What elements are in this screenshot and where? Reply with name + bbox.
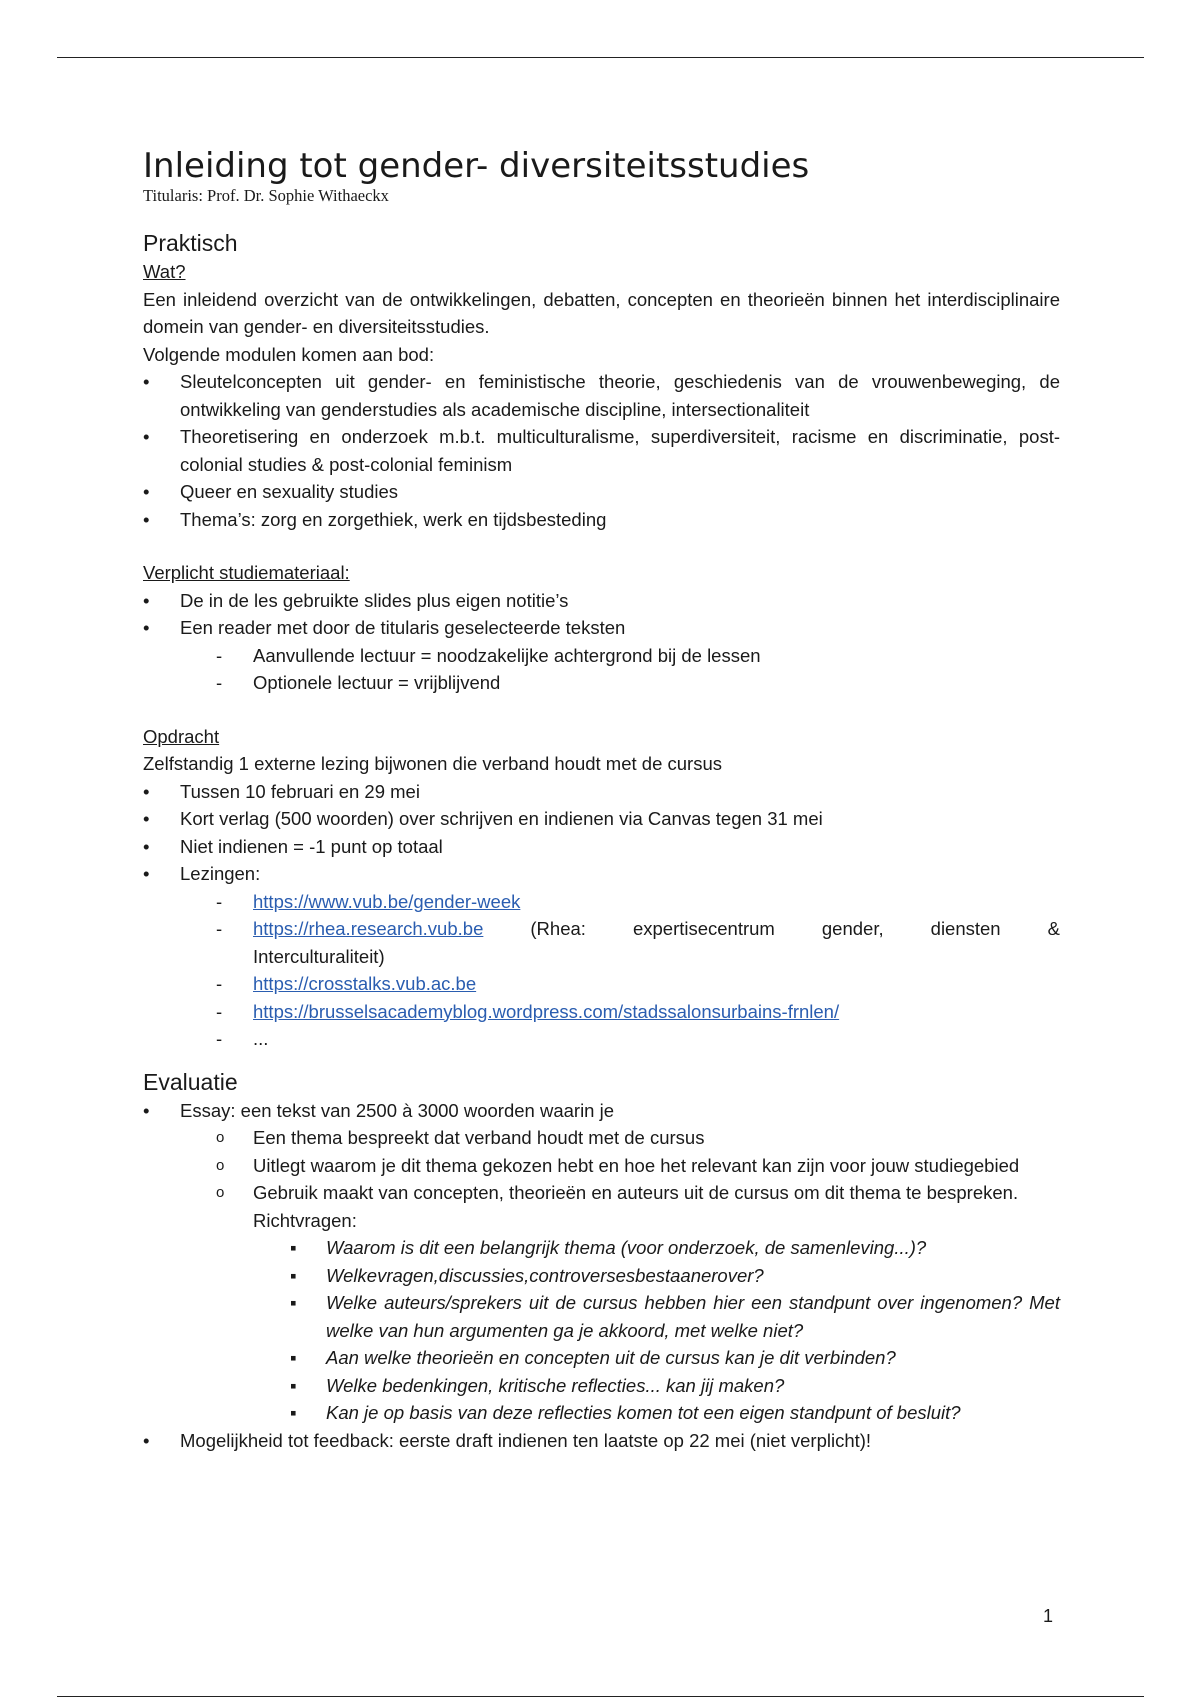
list-item: • Niet indienen = -1 punt op totaal	[143, 833, 1060, 861]
list-item: • Een reader met door de titularis geselecteerde teksten	[143, 614, 1060, 642]
link-brussels-academy[interactable]: https://brusselsacademyblog.wordpress.com/stadssalonsurbains-frnlen/	[253, 1000, 840, 1022]
titular-line: Titularis: Prof. Dr. Sophie Withaeckx	[143, 186, 389, 205]
rhea-line	[253, 915, 1060, 943]
list-item: ▪ Welke bedenkingen, kritische reflecties... kan jij maken?	[290, 1372, 1060, 1400]
list-item: • Queer en sexuality studies	[143, 478, 1060, 506]
list-item: • Tussen 10 februari en 29 mei	[143, 778, 1060, 806]
list-item: • Mogelijkheid tot feedback: eerste draft indienen ten laatste op 22 mei (niet verplicht)!	[143, 1427, 1060, 1455]
link-item	[216, 915, 1060, 970]
modules-list	[143, 368, 1060, 533]
link-item	[216, 998, 1060, 1026]
list-item	[143, 1097, 1060, 1125]
modules-intro: Volgende modulen komen aan bod:	[143, 343, 435, 365]
link-item: - ...	[216, 1025, 1060, 1053]
richtvragen-label: Richtvragen:	[253, 1209, 357, 1231]
feedback-list	[143, 1427, 1060, 1455]
list-item: • Lezingen:	[143, 860, 1060, 888]
section-heading-evaluatie: Evaluatie	[143, 1068, 238, 1095]
list-item: ▪ Kan je op basis van deze reflecties komen tot een eigen standpunt of besluit?	[290, 1399, 1060, 1427]
list-item: • Kort verlag (500 woorden) over schrijven en indienen via Canvas tegen 31 mei	[143, 805, 1060, 833]
section-heading-praktisch: Praktisch	[143, 230, 238, 256]
list-item: ▪ Aan welke theorieën en concepten uit de cursus kan je dit verbinden?	[290, 1344, 1060, 1372]
opdracht-list	[143, 778, 1060, 888]
list-item: • De in de les gebruikte slides plus eigen notitie’s	[143, 587, 1060, 615]
rhea-note-4: diensten	[930, 918, 1001, 939]
link-gender-week[interactable]: https://www.vub.be/gender-week	[253, 890, 521, 912]
wat-text: Een inleidend overzicht van de ontwikkelingen, debatten, concepten en theorieën binnen het interdisciplinaire domein van gender- en diversiteitsstudies.	[143, 288, 1060, 337]
studiemateriaal-label: Verplicht studiemateriaal:	[143, 562, 350, 583]
lezingen-links	[216, 888, 1060, 1053]
link-item	[216, 970, 1060, 998]
page-number: 1	[1043, 1606, 1054, 1626]
opdracht-label: Opdracht	[143, 725, 220, 747]
link-crosstalks[interactable]: https://crosstalks.vub.ac.be	[253, 973, 477, 994]
rhea-note-3: gender,	[821, 918, 884, 939]
essay-point-text: Gebruik maakt van concepten, theorieën en auteurs uit de cursus om dit thema te bespreken.	[253, 1182, 1019, 1203]
rhea-note-cont: Interculturaliteit)	[253, 945, 385, 967]
essay-text: Essay: een tekst van 2500 à 3000 woorden waarin je	[180, 1099, 615, 1121]
rhea-note-5: &	[1047, 918, 1060, 939]
header-rule	[57, 57, 1144, 58]
document-body	[143, 146, 1060, 1454]
link-rhea[interactable]: - https://rhea.research.vub.be	[253, 918, 484, 939]
list-item: o Een thema bespreekt dat verband houdt met de cursus	[216, 1124, 1060, 1152]
link-item	[216, 888, 1060, 916]
rhea-note-2: expertisecentrum	[632, 918, 775, 939]
list-item	[216, 1179, 1060, 1427]
richtvragen-list	[290, 1234, 1060, 1427]
list-item: • Thema’s: zorg en zorgethiek, werk en tijdsbesteding	[143, 506, 1060, 534]
list-item: • Sleutelconcepten uit gender- en feministische theorie, geschiedenis van de vrouwenbeweging, de ontwikkeling van genderstudies als academische discipline, intersectionaliteit	[143, 368, 1060, 423]
document-title: Inleiding tot gender- diversiteitsstudies	[143, 146, 810, 186]
studiemateriaal-list	[143, 587, 1060, 642]
footer-rule	[57, 1696, 1144, 1697]
list-item: o Uitlegt waarom je dit thema gekozen hebt en hoe het relevant kan zijn voor jouw studiegebied	[216, 1152, 1060, 1180]
list-item: - Aanvullende lectuur = noodzakelijke achtergrond bij de lessen	[216, 642, 1060, 670]
essay-points	[216, 1124, 1060, 1427]
evaluatie-list	[143, 1097, 1060, 1125]
list-item: ▪ Welke auteurs/sprekers uit de cursus hebben hier een standpunt over ingenomen? Met welke van hun argumenten ga je akkoord, met welke niet?	[290, 1289, 1060, 1344]
list-item: - Optionele lectuur = vrijblijvend	[216, 669, 1060, 697]
studiemateriaal-sublist	[216, 642, 1060, 697]
list-item: • Theoretisering en onderzoek m.b.t. multiculturalisme, superdiversiteit, racisme en discriminatie, post-colonial studies & post-colonial feminism	[143, 423, 1060, 478]
rhea-note-1: (Rhea:	[530, 918, 586, 939]
list-item: ▪ Welkevragen,discussies,controversesbestaanerover?	[290, 1262, 1060, 1290]
wat-label: Wat?	[143, 261, 186, 282]
list-item: ▪ Waarom is dit een belangrijk thema (voor onderzoek, de samenleving...)?	[290, 1234, 1060, 1262]
opdracht-intro: Zelfstandig 1 externe lezing bijwonen die verband houdt met de cursus	[143, 753, 722, 774]
